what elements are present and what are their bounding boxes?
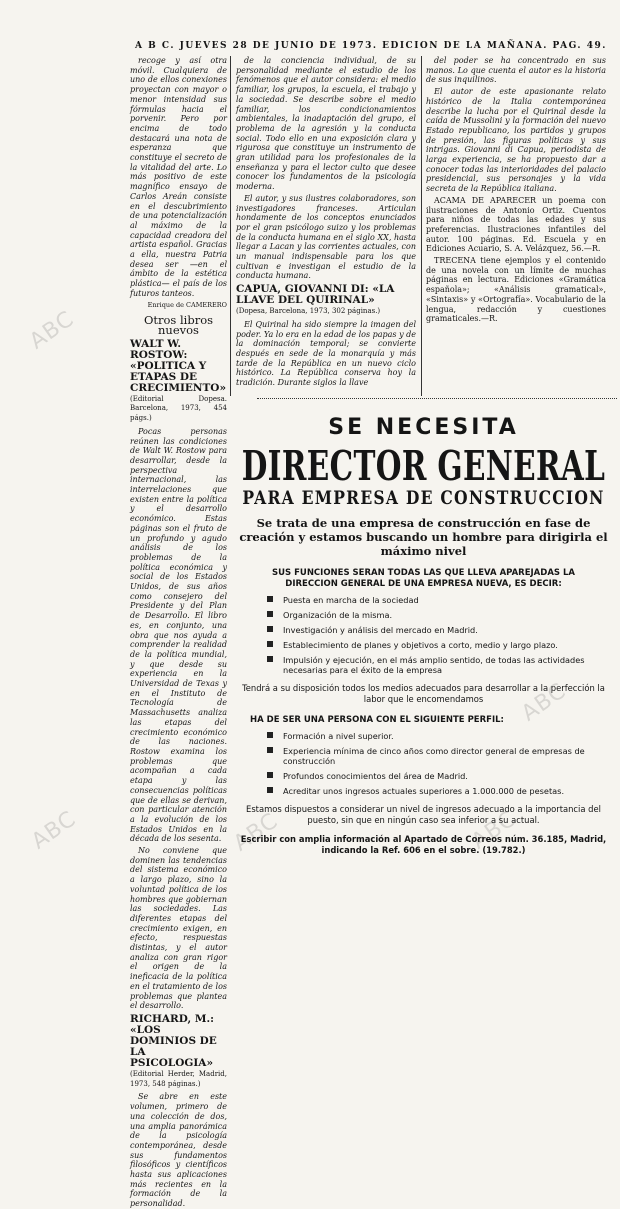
column-rule <box>421 56 422 396</box>
watermark: ABC <box>517 678 571 727</box>
list-item-text: Experiencia mínima de cinco años como director general de empresas de construcción <box>283 746 585 766</box>
notice-trecena: TRECENA tiene ejemplos y el contenido de una novela con un límite de muchas páginas en lectura. Ediciones «Gramática española»; «Análisis gramatical», «Sintaxis» y «Ortografía». Vocabulario de la lengua, redacción y cuestiones gramaticales.—R. <box>426 256 606 324</box>
square-bullet-icon <box>267 611 273 617</box>
book-title-rostow: WALT W. ROSTOW: «POLITICA Y ETAPAS DE CRECIMIENTO» <box>130 337 227 394</box>
watermark: ABC <box>27 806 81 855</box>
review-continuation-2: El autor, y sus ilustres colaboradores, son investigadores franceses. Articulan hondamente de los conceptos enunciados por el gran psicólogo suizo y los problemas de la conducta humana en el siglo XX, hasta llegar a Lacan y las corrientes actuales, con un manual indispensable para los que cultivan e investigan el estudio de la conducta humana. <box>236 193 416 281</box>
ad-summary: Se trata de una empresa de construcción en fase de creación y estamos buscando un hombre para dirigirla el máximo nivel <box>239 516 608 558</box>
review-continuation: de la conciencia individual, de su personalidad mediante el estudio de los fenómenos que el autor considera: el medio familiar, los grupos, la escuela, el trabajo y la sociedad. Se describe sobre el medio familiar, los condicionamientos ambientales, la inadaptación del grupo, el problema de la agresión y la conducta social. Todo ello en una exposición clara y rigurosa que constituye un instrumento de gran utilidad para los profesionales de la enseñanza y para el lector culto que desee conocer los fundamentos de la psicología moderna. <box>236 56 416 192</box>
ad-functions-list <box>232 595 615 675</box>
list-item-text: Establecimiento de planes y objetivos a corto, medio y largo plazo. <box>283 640 558 650</box>
book-review-richard: Se abre en este volumen, primero de una colección de dos, una amplia panorámica de la psicología contemporánea, desde sus fundamentos filosóficos y científicos hasta sus aplicaciones más recientes en la formación de la personalidad. <box>130 1092 227 1209</box>
list-item <box>267 595 615 605</box>
book-title-capua: CAPUA, GIOVANNI DI: «LA LLAVE DEL QUIRINAL» <box>236 283 395 307</box>
page-header: A B C. JUEVES 28 DE JUNIO DE 1973. EDICION DE LA MAÑANA. PAG. 49. <box>135 41 607 51</box>
book-review-capua: El Quirinal ha sido siempre la imagen del poder. Ya lo era en la edad de los papas y de la dominación temporal; se convierte después en sede de la monarquía y más tarde de la República en un nuevo ciclo histórico. La República conserva hoy la tradición. Durante siglos la llave <box>236 319 416 388</box>
book-title-richard: RICHARD, M.: «LOS DOMINIOS DE LA PSICOLOGIA» <box>130 1012 217 1069</box>
list-item <box>267 625 615 635</box>
list-item <box>267 731 615 741</box>
book-review-rostow: Pocas personas reúnen las condiciones de Walt W. Rostow para desarrollar, desde la perspectiva internacional, las interrelaciones que existen entre la política y el desarrollo económico. Estas páginas son el fruto de un profundo y agudo análisis de los problemas de la política económica y social de los Estados Unidos, de sus años como consejero del Presidente y del Plan de Desarrollo. El libro es, en conjunto, una obra que nos ayuda a comprender la realidad de la política mundial, y que desde su experiencia en la Universidad de Texas y en el Instituto de Tecnología de Massachusetts analiza las etapas del crecimiento económico de las naciones. Rostow examina los problemas que acompañan a cada etapa y las consecuencias políticas que de ellas se derivan, con particular atención a la evolución de los Estados Unidos en la década de los sesenta. <box>130 426 227 844</box>
ad-means: Tendrá a su disposición todos los medios adecuados para desarrollar a la perfección la labor que le encomendamos <box>242 683 605 704</box>
article-signature: Enrique de CAMERERO <box>147 300 227 309</box>
book-ref-richard: (Editorial Herder, Madrid, 1973, 548 páginas.) <box>130 1069 227 1088</box>
ad-profile-list <box>232 731 615 796</box>
watermark: ABC <box>229 808 283 857</box>
square-bullet-icon <box>267 732 273 738</box>
watermark: ABC <box>467 806 521 855</box>
column-rule <box>230 56 231 396</box>
book-ref-capua: (Dopesa, Barcelona, 1973, 302 páginas.) <box>236 307 381 316</box>
list-item <box>267 786 615 796</box>
list-item-text: Organización de la misma. <box>283 610 393 620</box>
ad-headline-wanted: SE NECESITA <box>328 415 519 440</box>
square-bullet-icon <box>267 747 273 753</box>
list-item-text: Investigación y análisis del mercado en Madrid. <box>283 625 478 635</box>
list-item <box>267 640 615 650</box>
ad-profile-title: HA DE SER UNA PERSONA CON EL SIGUIENTE PERFIL: <box>250 715 504 725</box>
list-item-text: Puesta en marcha de la sociedad <box>283 595 419 605</box>
square-bullet-icon <box>267 656 273 662</box>
book-review-rostow-cont: No conviene que dominen las tendencias del sistema económico a largo plazo, sino la voluntad política de los hombres que gobiernan las sociedades. Las diferentes etapas del crecimiento exigen, en efecto, respuestas distintas, y el autor analiza con gran rigor el origen de la ineficacia de la política en el tratamiento de los problemas que plantea el desarrollo. <box>130 846 227 1011</box>
ad-headline-position: DIRECTOR GENERAL <box>241 442 606 490</box>
square-bullet-icon <box>267 772 273 778</box>
review-capua-cont-2: El autor de este apasionante relato histórico de la Italia contemporánea describe la lucha por el Quirinal desde la caída de Mussolini y la formación del nuevo Estado republicano, los partidos y grupos de presión, las figuras políticas y sus intrigas. Giovanni di Capua, periodista de larga experiencia, se ha propuesto dar a conocer todas las interioridades del palacio presidencial, sus personajes y la vida secreta de la República italiana. <box>426 87 606 194</box>
notice-acama: ACAMA DE APARECER un poema con ilustraciones de Antonio Ortiz. Cuentos para niños de todas las edades y sus preferencias. Ilustraciones infantiles del autor. 100 páginas. Ed. Escuela y en Ediciones Acuario, S. A. Velázquez, 56.—R. <box>426 195 606 254</box>
list-item-text: Formación a nivel superior. <box>283 731 394 741</box>
section-title: Otros libros nuevos <box>143 313 214 337</box>
article-tail: recoge y así otra móvil. Cualquiera de uno de ellos conexiones proyectan con mayor o menor intensidad sus fórmulas hacia el porvenir. Pero por encima de todo destacará una nota de esperanza que constituye el secreto de la vitalidad del arte. Lo más positivo de este magnífico ensayo de Carlos Areán consiste en el descubrimiento de una potencialización al máximo de la capacidad creadora del artista español. Gracias a ella, nuestra Patria desea ser —en el ámbito de la estética plástica— el país de los futuros tanteos. <box>130 56 227 298</box>
watermark: ABC <box>25 306 79 355</box>
ad-functions-title: SUS FUNCIONES SERAN TODAS LAS QUE LLEVA APAREJADAS LA DIRECCION GENERAL DE UNA EMPRESA NUEVA, ES DECIR: <box>272 568 575 589</box>
list-item-text: Impulsión y ejecución, en el más amplio sentido, de todas las actividades necesarias para el éxito de la empresa <box>283 655 585 675</box>
book-ref-rostow: (Editorial Dopesa. Barcelona, 1973, 454 págs.) <box>130 394 227 423</box>
right-column <box>426 56 606 396</box>
list-item <box>267 746 615 766</box>
square-bullet-icon <box>267 596 273 602</box>
list-item <box>267 655 615 675</box>
ad-contact: Escribir con amplia información al Apartado de Correos núm. 36.185, Madrid, indicando la Ref. 606 en el sobre. (19.782.) <box>240 834 607 855</box>
ad-salary: Estamos dispuestos a considerar un nivel de ingresos adecuado a la importancia del puesto, sin que en ningún caso sea inferior a su actual. <box>246 804 601 825</box>
middle-column <box>236 56 416 396</box>
square-bullet-icon <box>267 787 273 793</box>
ad-headline-company: PARA EMPRESA DE CONSTRUCCION <box>242 487 605 509</box>
list-item <box>267 610 615 620</box>
list-item-text: Profundos conocimientos del área de Madrid. <box>283 771 468 781</box>
square-bullet-icon <box>267 626 273 632</box>
review-capua-cont: del poder se ha concentrado en sus manos. Lo que cuenta el autor es la historia de sus inquilinos. <box>426 56 606 85</box>
list-item-text: Acreditar unos ingresos actuales superiores a 1.000.000 de pesetas. <box>283 786 565 796</box>
square-bullet-icon <box>267 641 273 647</box>
left-column <box>130 56 227 1209</box>
list-item <box>267 771 615 781</box>
dotted-divider <box>257 398 617 399</box>
